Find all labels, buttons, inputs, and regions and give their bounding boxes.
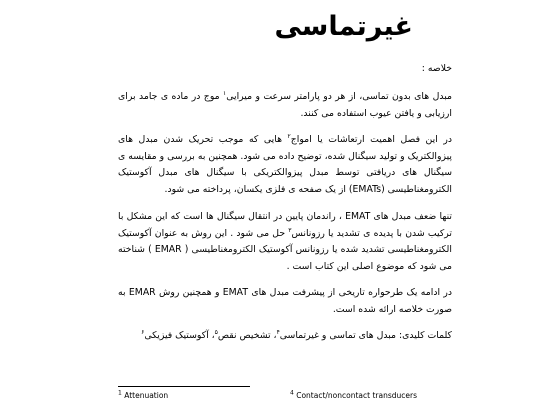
paragraph-1-text-b: موج در ماده ی جامد برای ارزیابی و یافتن عیوب استفاده می کنند. [118,91,452,119]
footnote-1-number: 1 [118,389,122,397]
summary-label-text: خلاصه : [421,63,452,74]
paragraph-2-text-a: در این فصل اهمیت ارتعاشات یا امواج [290,134,452,145]
keywords [118,328,452,345]
page-title: غیرتماسی [274,11,413,42]
paragraph-4-text: در ادامه یک طرحواره تاریخی از پیشرفت مبدل های EMAT و همچنین روش EMAR به صورت خلاصه ارائه شده است. [118,287,453,315]
paragraph-3 [118,209,452,275]
keyword-1: مبدل های تماسی و غیرتماسی [279,330,399,341]
footnote-divider [118,386,250,387]
paragraph-2 [118,132,452,198]
footnote-ref-5: ۵ [214,328,218,336]
footnote-4-number: 4 [290,389,294,397]
footnote-ref-6: ۶ [141,328,145,336]
paragraph-2-text-b: هایی که موجب تحریک شدن مبدل های پیزوالکتریک و تولید سیگنال شده، توضیح داده می شود. همچنین به بررسی و مقایسه ی سیگنال های دریافتی توسط مبدل پیزوالکتریکی با سیگنال های مبدل آکوستیک الکترومغناطیسی (EMATs) از یک صفحه ی فلزی یکسان، پرداخته می شود. [118,134,452,195]
paragraph-3-text-a: تنها ضعف مبدل های EMAT ، راندمان پایین در انتقال سیگنال ها است که این مشکل با ترکیب شدن با پدیده ی تشدید یا رزونانس [118,211,452,239]
summary-label [118,61,452,78]
footnote-ref-3: ۳ [288,226,292,234]
keywords-label: کلمات کلیدی: [398,330,452,341]
footnote-1-text: Attenuation [121,391,169,400]
keyword-3: ، آکوستیک فیزیکی [144,330,215,341]
paragraph-1-text-a: مبدل های بدون تماسی، از هر دو پارامتر سرعت و میرایی [226,91,452,102]
paragraph-3-text-b: حل می شود . این روش به عنوان آکوستیک الکترومغناطیسی تشدید شده یا رزونانس آکوستیک الکترومغناطیسی ( EMAR ) شناخته می شود که موضوع اصلی این کتاب است . [118,227,452,272]
keyword-2: ، تشخیص نقص [217,330,277,341]
paragraph-1 [118,89,452,122]
paragraph-4 [118,285,452,318]
footnote-ref-4: ۴ [276,328,280,336]
footnote-ref-2: ۲ [287,132,291,140]
footnote-ref-1: ۱ [223,89,227,97]
footnote-4-text: Contact/noncontact transducers [293,391,417,400]
